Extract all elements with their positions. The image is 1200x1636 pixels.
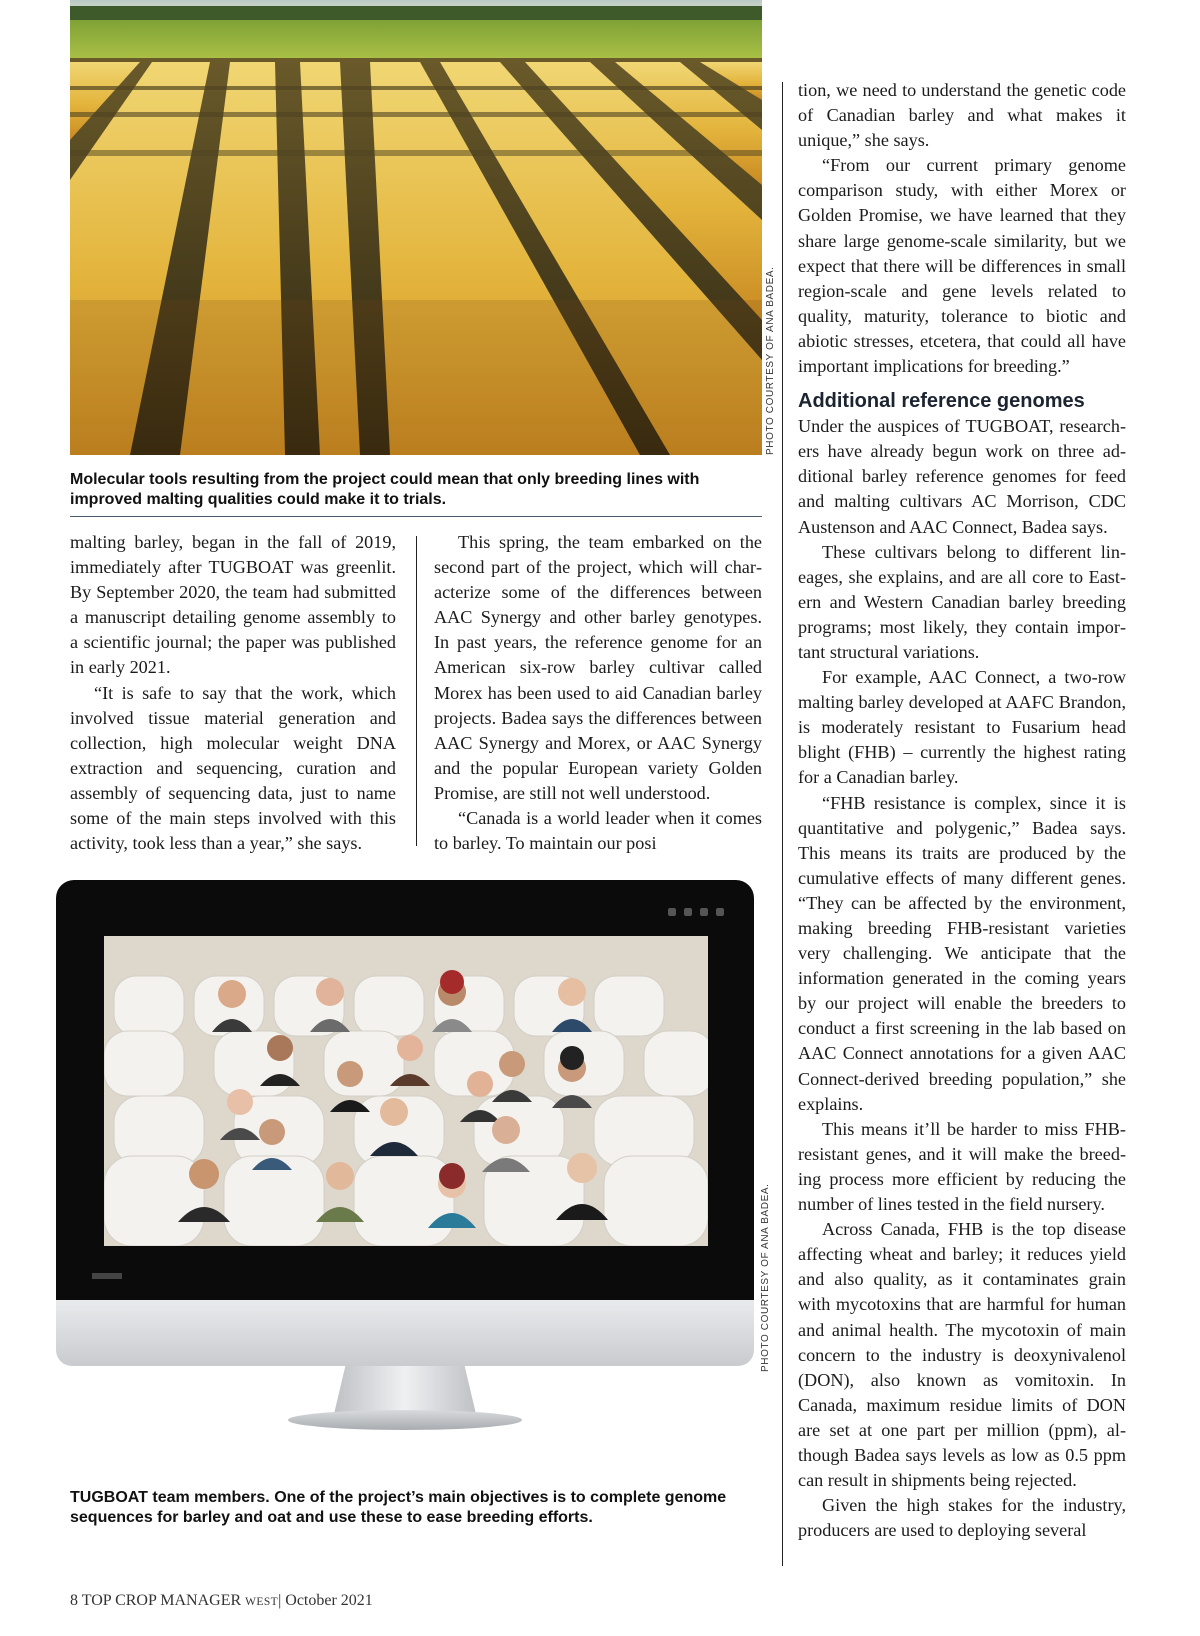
paragraph: Under the auspices of TUGBOAT, researchers have already begun work on three additional barley reference genomes for feed and malting cultivars AC Morrison, CDC Austenson and AAC Connect, Badea says. [798, 416, 1126, 537]
paragraph: tion, we need to understand the genetic code of Canadian barley and what makes it unique,” she says. [798, 80, 1126, 151]
grid-view-icon [668, 908, 676, 916]
photo-credit-monitor: PHOTO COURTESY OF ANA BADEA. [760, 1183, 771, 1372]
paragraph: “FHB resistance is complex, since it is quantitative and polygenic,” Badea says. This means its traits are produced by the cumulative effects of many different genes. “They can be affected by the environment, making breeding FHB-resistant varieties very challenging. We anticipate that the information generated in the coming years by our project will enable the breeders to conduct a first screening in the lab based on AAC Connect annotations for a given AAC Connect-derived breeding population,” she explains. [798, 792, 1126, 1114]
article-column-right [798, 78, 1126, 1543]
monitor-stand-foot [288, 1410, 522, 1430]
footer-separator: | [278, 1592, 282, 1609]
paragraph: “From our current primary genome comparison study, with either Morex or Golden Promise, we have learned that they share large genome-scale similarity, but we expect that there will be differences in small region-scale and gene levels related to quality, maturity, tolerance to biotic and abiotic stresses, etcetera, that could all have important implications for breeding.” [798, 155, 1126, 377]
photo-caption-top: Molecular tools resulting from the project could mean that only breeding lines with improved malting qualities could make it to trials. [70, 471, 700, 508]
photo-caption-monitor: TUGBOAT team members. One of the project’s main objectives is to complete genome sequences for barley and oat and use these to ease breeding efforts. [70, 1489, 727, 1526]
paragraph: malting barley, began in the fall of 2019, immediately after TUGBOAT was greenlit. By September 2020, the team had submitted a manuscript detailing genome assembly to a scientific journal; the paper was published in early 2021. [70, 532, 396, 678]
page-footer [70, 1592, 373, 1610]
page-number: 8 [70, 1592, 78, 1609]
column-divider [782, 82, 783, 1566]
chat-icon [700, 908, 708, 916]
section-heading: Additional reference genomes [798, 390, 1085, 413]
video-call-screen [104, 936, 708, 1246]
barley-field-image [70, 0, 762, 455]
issue-date: October 2021 [285, 1592, 373, 1609]
paragraph: This means it’ll be harder to miss FHB-resistant genes, and it will make the breeding process more efficient by reducing the number of lines tested in the field nursery. [798, 1118, 1126, 1215]
video-call-monitor-photo [56, 880, 756, 1440]
video-app-controls [668, 908, 724, 916]
paragraph: “It is safe to say that the work, which involved tissue material generation and collection, high molecular weight DNA extraction and sequencing, curation and assembly of sequencing data, just to name some of the main steps involved with this activity, took less than a year,” she says. [70, 682, 396, 854]
field-photo [70, 0, 762, 455]
paragraph: “Canada is a world leader when it comes to barley. To maintain our posi [434, 808, 762, 854]
participant-name-tag [92, 1273, 122, 1279]
paragraph: For example, AAC Connect, a two-row malting barley developed at AAFC Brandon, is moderately resistant to Fusarium head blight (FHB) – currently the highest rating for a Canadian barley. [798, 667, 1126, 788]
participants-icon [684, 908, 692, 916]
paragraph: This spring, the team embarked on the second part of the project, which will characterize some of the differences between AAC Synergy and other barley genotypes. In past years, the reference genome for an American six-row barley cultivar called Morex has been used to aid Canadian barley projects. Badea says the differences between AAC Synergy and Morex, or AAC Synergy and the popular European variety Golden Promise, are still not well understood. [434, 532, 762, 803]
more-icon [716, 908, 724, 916]
monitor-chin [56, 1300, 754, 1366]
team-members-image [104, 936, 708, 1246]
magazine-edition: WEST [245, 1596, 279, 1608]
video-app-titlebar [66, 894, 744, 908]
monitor-stand-neck [334, 1366, 476, 1414]
column-divider [416, 536, 417, 846]
paragraph: These cultivars belong to different lineages, she explains, and are all core to Eastern and Western Canadian barley breeding programs; most likely, they contain important structural variations. [798, 541, 1126, 662]
article-column-left [70, 530, 396, 856]
caption-divider [70, 516, 762, 517]
paragraph: Given the high stakes for the industry, producers are used to deploying several [798, 1495, 1126, 1541]
photo-credit-top: PHOTO COURTESY OF ANA BADEA. [765, 266, 776, 455]
monitor-bezel [56, 880, 754, 1300]
paragraph: Across Canada, FHB is the top disease affecting wheat and barley; it reduces yield and also quality, as it contaminates grain with mycotoxins that are harmful for human and animal health. The mycotoxin of main concern to the industry is deoxynivalenol (DON), also known as vomitoxin. In Canada, maximum residue limits of DON are set at one part per million (ppm), although Badea says levels as low as 0.5 ppm can result in shipments being rejected. [798, 1219, 1126, 1491]
magazine-name: TOP CROP MANAGER [81, 1592, 242, 1609]
article-column-middle [434, 530, 762, 856]
